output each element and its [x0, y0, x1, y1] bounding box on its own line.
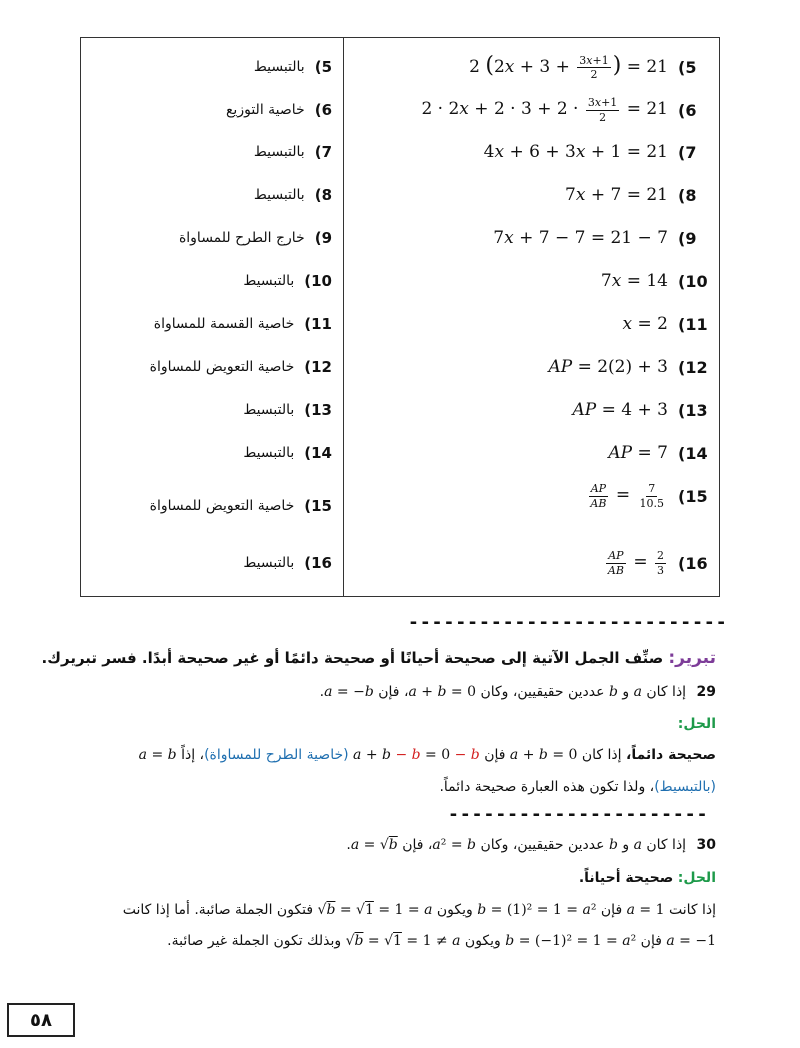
conclusion-29: ، ولذا تكون هذه العبارة صحيحة دائماً. [439, 779, 655, 795]
step-num: (5 [678, 57, 697, 77]
prompt-text: صنِّف الجمل الآتية إلى صحيحة أحيانًا أو صحيحة دائمًا أو غير صحيحة أبدًا. فسر تبريرك. [41, 649, 664, 667]
reason-text: بالتبسيط [253, 144, 305, 160]
reason-row [254, 134, 332, 170]
step-13: AP = 4 + 3 (13 [572, 400, 708, 420]
reason-text: بالتبسيط [253, 59, 305, 75]
property-simplify: (بالتبسيط) [654, 779, 716, 795]
reason-number: 5) [314, 58, 332, 76]
reason-text: خاصية القسمة للمساواة [153, 316, 295, 332]
step-5: 2 (2x + 3 + $\frac{3x+1}{2}$ ) = 21 (5 [469, 49, 708, 85]
reason-text: بالتبسيط [243, 445, 295, 461]
step-9: 7x + 7 − 7 = 21 − 7 (9 [493, 220, 708, 256]
step-num: (7 [678, 142, 697, 162]
reason-number: 16) [304, 554, 332, 572]
page-number: ٥٨ [7, 1003, 75, 1037]
reason-number: 11) [304, 315, 332, 333]
step-num: (14 [678, 443, 708, 463]
reason-number: 6) [314, 101, 332, 119]
solution-29-line-2 [439, 779, 716, 795]
property-subtraction: (خاصية الطرح للمساواة) [204, 747, 349, 763]
step-num: (16 [678, 553, 708, 573]
step-num: (13 [678, 400, 708, 420]
step-16: $\frac{AP}{AB}$ = $\frac{2}{3}$ (16 [607, 549, 708, 577]
step-12: AP = 2(2) + 3 (12 [548, 357, 708, 377]
reason-text: بالتبسيط [243, 273, 295, 289]
question-29: 29 إذا كان a و b عددين حقيقيين، وكان a + b = 0، فإن a = −b. [319, 684, 716, 700]
step-num: (12 [678, 357, 708, 377]
reason-row [243, 263, 332, 299]
reason-text: خاصية التوزيع [225, 102, 305, 118]
solution-30-line-1: إذا كانت a = 1 فإن b = (1)² = 1 = a² ويكون √b = √1 = 1 = a فتكون الجملة صائبة. أما إذا كانت [122, 902, 716, 918]
reason-text: خاصية التعويض للمساواة [149, 359, 295, 375]
reason-row [243, 545, 332, 581]
reason-number: 15) [304, 497, 332, 515]
step-15: $\frac{AP}{AB}$ = $\frac{7}{10.5}$ (15 [590, 482, 708, 510]
solution-30 [579, 870, 716, 886]
reason-text: خاصية التعويض للمساواة [149, 498, 295, 514]
prompt-title: تبرير: [668, 648, 716, 668]
reason-text: خارج الطرح للمساواة [178, 230, 305, 246]
solution-label-30: الحل: [677, 870, 716, 886]
solution-29-line-1: صحيحة دائماً، إذا كان a + b = 0 فإن a + b − b = 0 − b (خاصية الطرح للمساواة)، إذاً a = b [138, 747, 716, 763]
step-num: (15 [678, 486, 708, 506]
reason-row [150, 488, 332, 524]
reason-row [243, 435, 332, 471]
separator: --------------------------- [408, 612, 728, 633]
separator-2: ---------------------- [448, 804, 709, 825]
step-num: (9 [678, 228, 697, 248]
step-11: x = 2 (11 [622, 314, 708, 334]
step-num: (8 [678, 185, 697, 205]
reason-number: 8) [314, 186, 332, 204]
reason-text: بالتبسيط [253, 187, 305, 203]
step-10: 7x = 14 (10 [600, 271, 708, 291]
solution-label-29: الحل: [677, 716, 716, 732]
question-number: 30 [696, 837, 716, 853]
reason-row [254, 177, 332, 213]
reason-row [179, 220, 332, 256]
table-divider [343, 37, 344, 597]
reason-text: بالتبسيط [243, 402, 295, 418]
reason-row [254, 49, 332, 85]
question-number: 29 [696, 684, 716, 700]
reason-text: بالتبسيط [243, 555, 295, 571]
prompt [42, 648, 716, 668]
step-8: 7x + 7 = 21 (8 [565, 177, 708, 213]
reason-number: 12) [304, 358, 332, 376]
step-num: (6 [678, 100, 697, 120]
reason-number: 10) [304, 272, 332, 290]
reason-number: 7) [314, 143, 332, 161]
reason-number: 13) [304, 401, 332, 419]
question-30: 30 إذا كان a و b عددين حقيقيين، وكان a² = b، فإن a = √b. [346, 837, 716, 853]
reason-number: 9) [314, 229, 332, 247]
reason-row [243, 392, 332, 428]
verdict-30: صحيحة أحياناً. [578, 870, 674, 886]
reason-row [226, 92, 332, 128]
step-num: (11 [678, 314, 708, 334]
reason-row [150, 349, 332, 385]
solution-30-line-2: a = −1 فإن b = (−1)² = 1 = a² ويكون √b = √1 = 1 ≠ a وبذلك تكون الجملة غير صائبة. [167, 933, 716, 949]
step-14: AP = 7 (14 [608, 443, 708, 463]
step-6: 2 · 2x + 2 · 3 + 2 · $\frac{3x+1}{2}$ = 21 (6 [421, 92, 708, 128]
reason-number: 14) [304, 444, 332, 462]
step-7: 4x + 6 + 3x + 1 = 21 (7 [484, 134, 708, 170]
step-num: (10 [678, 271, 708, 291]
reason-row [154, 306, 332, 342]
verdict-29: صحيحة دائماً، [626, 747, 716, 763]
